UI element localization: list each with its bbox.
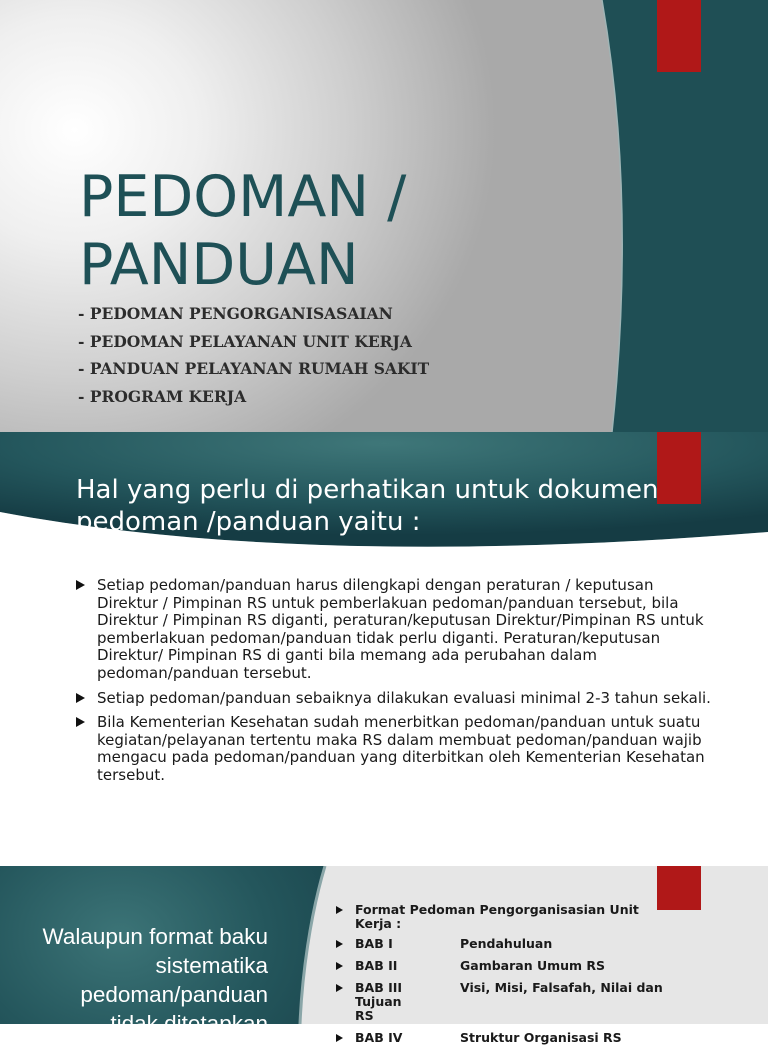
slide1-item [78,332,429,360]
slide2-bullet-list [76,577,716,792]
bullet-text: Setiap pedoman/panduan harus dilengkapi dengan peraturan / keputusan Direktur / Pimpinan RS untuk pemberlakuan pedoman/panduan tersebut, bila Direktur / Pimpinan RS diganti, peraturan/keputusan Direktur/Pimpinan RS untuk pemberlakuan pedoman/panduan tidak perlu diganti. Peraturan/keputusan Direktur/ Pimpinan RS di ganti bila memang ada perubahan dalam pedoman/panduan tersebut. [97,576,704,682]
item-text: PANDUAN PELAYANAN RUMAH SAKIT [89,359,430,378]
format-row [334,1031,664,1045]
bullet-text: Bila Kementerian Kesehatan sudah menerbitkan pedoman/panduan untuk suatu kegiatan/pelayanan tertentu maka RS dalam membuat pedoman/panduan wajib mengacu pada pedoman/panduan yang diterbitkan oleh Kementerian Kesehatan tersebut. [97,713,705,784]
slide2-title: Hal yang perlu di perhatikan untuk dokumen pedoman /panduan yaitu : [76,475,659,537]
item-dash: - [78,386,90,406]
triangle-bullet-icon [336,1034,343,1042]
triangle-bullet-icon [336,906,343,914]
triangle-bullet-icon [336,962,343,970]
chapter-title: Struktur Organisasi RS [460,1030,622,1045]
bullet-item [76,690,716,708]
triangle-bullet-icon [76,693,85,703]
chapter-label: BAB III Tujuan RS [355,980,403,1023]
slide1-item [78,304,429,332]
format-heading [334,903,664,931]
format-row [334,959,664,973]
format-row [334,981,664,1023]
slide1-title: PEDOMAN / PANDUAN [79,164,407,298]
chapter-label: BAB IV [355,1030,403,1045]
chapter-label: BAB II [355,958,398,973]
format-heading-text: Format Pedoman Pengorganisasian Unit Kerja : [355,902,639,931]
triangle-bullet-icon [336,940,343,948]
triangle-bullet-icon [336,984,343,992]
slide3-quote: Walaupun format baku sistematika pedoman/panduan tidak ditetapkan [42,924,268,1036]
triangle-bullet-icon [76,580,85,590]
chapter-label: BAB I [355,936,393,951]
item-dash: - [78,331,90,351]
item-text: PEDOMAN PENGORGANISASAIAN [89,304,393,323]
bullet-item [76,577,716,683]
chapter-title: Pendahuluan [460,936,553,951]
bullet-text: Setiap pedoman/panduan sebaiknya dilakukan evaluasi minimal 2-3 tahun sekali. [97,688,711,707]
bullet-item [76,714,716,784]
chapter-title: Visi, Misi, Falsafah, Nilai dan [460,980,663,995]
slide1-item [78,359,429,387]
item-text: PROGRAM KERJA [89,386,247,406]
chapter-title: Gambaran Umum RS [460,958,606,973]
slide1-item-list [78,304,429,414]
item-text: PEDOMAN PELAYANAN UNIT KERJA [89,331,412,351]
triangle-bullet-icon [76,717,85,727]
red-accent-tab [657,0,701,72]
slide1-item [78,387,429,415]
format-row [334,937,664,951]
item-dash: - [78,359,90,378]
item-dash: - [78,304,90,323]
